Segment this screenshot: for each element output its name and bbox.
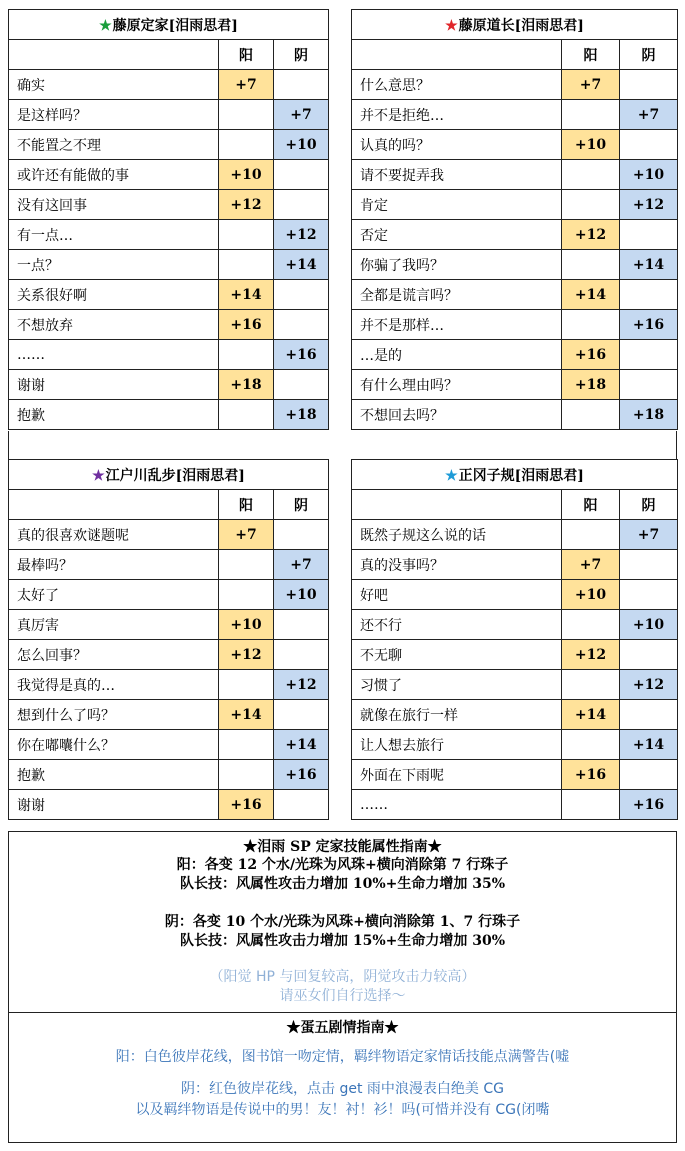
option-text: 既然子规这么说的话: [352, 520, 562, 550]
table-row: [352, 70, 678, 100]
header-yin: 阴: [620, 40, 678, 70]
yin-value: +14: [620, 250, 678, 280]
yang-value: +14: [219, 280, 274, 310]
table-row: [9, 130, 329, 160]
option-text: 并不是拒绝…: [352, 100, 562, 130]
panel-title: [352, 460, 678, 490]
option-text: …是的: [352, 340, 562, 370]
option-text: 最棒吗？: [9, 550, 219, 580]
yin-value: [274, 280, 329, 310]
table-row: [352, 340, 678, 370]
table-row: [352, 220, 678, 250]
option-text: ……: [352, 790, 562, 820]
panel-title-text: 藤原道长[泪雨思君]: [458, 17, 584, 34]
option-text: 真的很喜欢谜题呢: [9, 520, 219, 550]
table-row: [352, 610, 678, 640]
option-text: 谢谢: [9, 370, 219, 400]
option-text: 肯定: [352, 190, 562, 220]
table-row: [9, 280, 329, 310]
skill-note2: 请巫女们自行选择～: [279, 988, 406, 1004]
yang-value: [219, 130, 274, 160]
table-row: [9, 100, 329, 130]
yin-value: +10: [274, 130, 329, 160]
yang-value: [562, 610, 620, 640]
option-text: 什么意思？: [352, 70, 562, 100]
option-text: 怎么回事？: [9, 640, 219, 670]
table-row: [9, 160, 329, 190]
yang-value: +14: [562, 700, 620, 730]
option-text: 抱歉: [9, 400, 219, 430]
option-text: 还不行: [352, 610, 562, 640]
yang-value: [219, 250, 274, 280]
table-row: [352, 730, 678, 760]
yang-value: +14: [562, 280, 620, 310]
table-row: [9, 700, 329, 730]
panel-title-text: 藤原定家[泪雨思君]: [112, 17, 238, 34]
yin-value: +18: [620, 400, 678, 430]
table-row: [352, 700, 678, 730]
option-text: 我觉得是真的…: [9, 670, 219, 700]
yang-value: +7: [219, 520, 274, 550]
skill-note1: （阳觉 HP 与回复较高，阴觉攻击力较高）: [209, 969, 476, 985]
table-row: [9, 730, 329, 760]
yin-value: [274, 640, 329, 670]
table-row: [9, 790, 329, 820]
star-icon: ★: [445, 467, 458, 484]
table-row: [9, 250, 329, 280]
yang-value: +12: [219, 190, 274, 220]
yang-value: [562, 520, 620, 550]
yang-value: +12: [219, 640, 274, 670]
option-text: ……: [9, 340, 219, 370]
skill-yin-line2: 队长技：风属性攻击力增加 15%+生命力增加 30%: [179, 933, 506, 949]
option-text: 是这样吗？: [9, 100, 219, 130]
header-yin: 阴: [620, 490, 678, 520]
yang-value: [219, 220, 274, 250]
yang-value: [219, 400, 274, 430]
yang-value: [562, 160, 620, 190]
option-text: 太好了: [9, 580, 219, 610]
yin-value: [274, 310, 329, 340]
header-blank: [9, 40, 219, 70]
yin-value: [274, 190, 329, 220]
yang-value: +16: [219, 310, 274, 340]
yang-value: +18: [219, 370, 274, 400]
table-row: [9, 580, 329, 610]
panel-fujiwara-michinaga: [351, 9, 678, 430]
yin-value: [620, 220, 678, 250]
table-row: [352, 640, 678, 670]
yang-value: +7: [219, 70, 274, 100]
option-text: 想到什么了吗？: [9, 700, 219, 730]
header-yin: 阴: [274, 40, 329, 70]
header-blank: [9, 490, 219, 520]
yin-value: +12: [620, 670, 678, 700]
panel-gap: [8, 431, 677, 459]
table-row: [352, 580, 678, 610]
yin-value: +7: [274, 100, 329, 130]
yin-value: +18: [274, 400, 329, 430]
story-guide-title: ★蛋五剧情指南★: [286, 1020, 399, 1036]
yin-value: [274, 520, 329, 550]
table-row: [352, 250, 678, 280]
option-text: 谢谢: [9, 790, 219, 820]
yang-value: [219, 100, 274, 130]
header-yang: 阳: [219, 490, 274, 520]
yin-value: [620, 340, 678, 370]
option-text: 有一点…: [9, 220, 219, 250]
panel-title: [352, 10, 678, 40]
table-row: [352, 670, 678, 700]
yang-value: [562, 730, 620, 760]
yin-value: [620, 550, 678, 580]
table-row: [9, 190, 329, 220]
yin-value: +7: [620, 520, 678, 550]
yin-value: [274, 160, 329, 190]
yang-value: +7: [562, 550, 620, 580]
option-text: 全都是谎言吗？: [352, 280, 562, 310]
option-text: 真厉害: [9, 610, 219, 640]
skill-yin-line1: 阴：各变 10 个水/光珠为风珠+横向消除第 1、7 行珠子: [164, 914, 521, 930]
star-icon: ★: [92, 467, 105, 484]
yang-value: +10: [219, 610, 274, 640]
table-row: [9, 70, 329, 100]
yang-value: [562, 100, 620, 130]
option-text: 或许还有能做的事: [9, 160, 219, 190]
table-row: [352, 130, 678, 160]
yin-value: [274, 370, 329, 400]
yin-value: [620, 640, 678, 670]
yin-value: +14: [274, 730, 329, 760]
yang-value: +14: [219, 700, 274, 730]
table-row: [352, 370, 678, 400]
yin-value: [620, 280, 678, 310]
option-text: 认真的吗？: [352, 130, 562, 160]
table-row: [9, 370, 329, 400]
option-text: 你在嘟囔什么？: [9, 730, 219, 760]
table-row: [9, 640, 329, 670]
table-row: [9, 310, 329, 340]
header-yang: 阳: [562, 40, 620, 70]
skill-yang-line1: 阳：各变 12 个水/光珠为风珠+横向消除第 7 行珠子: [176, 857, 509, 873]
yang-value: +12: [562, 220, 620, 250]
yang-value: [219, 730, 274, 760]
header-blank: [352, 490, 562, 520]
option-text: 让人想去旅行: [352, 730, 562, 760]
option-text: 不无聊: [352, 640, 562, 670]
table-row: [352, 790, 678, 820]
yang-value: +16: [219, 790, 274, 820]
yin-value: +16: [274, 340, 329, 370]
yin-value: +14: [274, 250, 329, 280]
option-text: 外面在下雨呢: [352, 760, 562, 790]
panel-title: [9, 10, 329, 40]
story-line2: 阴：红色彼岸花线，点击 get 雨中浪漫表白绝美 CG: [181, 1081, 504, 1097]
yang-value: +12: [562, 640, 620, 670]
option-text: 关系很好啊: [9, 280, 219, 310]
star-icon: ★: [445, 17, 458, 34]
option-text: 并不是那样…: [352, 310, 562, 340]
table-row: [9, 340, 329, 370]
yin-value: +12: [274, 670, 329, 700]
yin-value: +7: [620, 100, 678, 130]
yang-value: [219, 550, 274, 580]
yang-value: [219, 340, 274, 370]
panel-masaoka-shiki: [351, 459, 678, 820]
option-text: 否定: [352, 220, 562, 250]
story-guide: [8, 1012, 677, 1143]
yin-value: +10: [274, 580, 329, 610]
yin-value: +16: [620, 790, 678, 820]
table-row: [352, 190, 678, 220]
yin-value: [274, 790, 329, 820]
table-row: [352, 310, 678, 340]
table-row: [9, 610, 329, 640]
panel-title: [9, 460, 329, 490]
header-yin: 阴: [274, 490, 329, 520]
option-text: 确实: [9, 70, 219, 100]
yin-value: [274, 70, 329, 100]
table-row: [9, 400, 329, 430]
yin-value: +16: [274, 760, 329, 790]
yin-value: [620, 370, 678, 400]
yang-value: [562, 790, 620, 820]
skill-guide-title: ★泪雨 SP 定家技能属性指南★: [243, 839, 442, 855]
yang-value: +7: [562, 70, 620, 100]
yang-value: [562, 190, 620, 220]
yang-value: +16: [562, 760, 620, 790]
story-line3: 以及羁绊物语是传说中的男！友！衬！衫！吗(可惜并没有 CG(闭嘴: [135, 1102, 550, 1118]
yin-value: [620, 580, 678, 610]
option-text: 请不要捉弄我: [352, 160, 562, 190]
panel-title-text: 江户川乱步[泪雨思君]: [105, 467, 245, 484]
story-line1: 阳：白色彼岸花线，图书馆一吻定情，羁绊物语定家情话技能点满警告(嘘: [115, 1049, 570, 1065]
table-row: [352, 550, 678, 580]
yang-value: [562, 670, 620, 700]
yang-value: +18: [562, 370, 620, 400]
yin-value: [620, 700, 678, 730]
yang-value: [219, 760, 274, 790]
yin-value: [274, 700, 329, 730]
yang-value: [219, 670, 274, 700]
yang-value: +10: [562, 580, 620, 610]
table-row: [352, 400, 678, 430]
panel-title-text: 正冈子规[泪雨思君]: [458, 467, 584, 484]
table-row: [9, 760, 329, 790]
yin-value: [620, 760, 678, 790]
yang-value: +10: [562, 130, 620, 160]
table-row: [352, 280, 678, 310]
yin-value: +16: [620, 310, 678, 340]
yang-value: +16: [562, 340, 620, 370]
option-text: 习惯了: [352, 670, 562, 700]
option-text: 一点？: [9, 250, 219, 280]
yang-value: [219, 580, 274, 610]
yin-value: +10: [620, 610, 678, 640]
yin-value: [620, 70, 678, 100]
skill-yang-line2: 队长技：风属性攻击力增加 10%+生命力增加 35%: [179, 876, 506, 892]
option-text: 你骗了我吗？: [352, 250, 562, 280]
yin-value: +12: [620, 190, 678, 220]
header-blank: [352, 40, 562, 70]
panel-fujiwara-teika: [8, 9, 329, 430]
yin-value: +14: [620, 730, 678, 760]
option-text: 有什么理由吗？: [352, 370, 562, 400]
yang-value: +10: [219, 160, 274, 190]
option-text: 好吧: [352, 580, 562, 610]
skill-guide: [8, 831, 677, 1013]
table-row: [352, 160, 678, 190]
yin-value: +10: [620, 160, 678, 190]
yin-value: +7: [274, 550, 329, 580]
yang-value: [562, 250, 620, 280]
option-text: 抱歉: [9, 760, 219, 790]
panel-edogawa-ranpo: [8, 459, 329, 820]
header-yang: 阳: [562, 490, 620, 520]
option-text: 就像在旅行一样: [352, 700, 562, 730]
option-text: 没有这回事: [9, 190, 219, 220]
star-icon: ★: [99, 17, 112, 34]
option-text: 不能置之不理: [9, 130, 219, 160]
table-row: [9, 550, 329, 580]
table-row: [9, 520, 329, 550]
yang-value: [562, 310, 620, 340]
table-row: [352, 520, 678, 550]
table-row: [9, 220, 329, 250]
yin-value: [274, 610, 329, 640]
option-text: 真的没事吗？: [352, 550, 562, 580]
yang-value: [562, 400, 620, 430]
option-text: 不想回去吗？: [352, 400, 562, 430]
yin-value: +12: [274, 220, 329, 250]
table-row: [352, 760, 678, 790]
table-row: [352, 100, 678, 130]
yin-value: [620, 130, 678, 160]
option-text: 不想放弃: [9, 310, 219, 340]
table-row: [9, 670, 329, 700]
header-yang: 阳: [219, 40, 274, 70]
